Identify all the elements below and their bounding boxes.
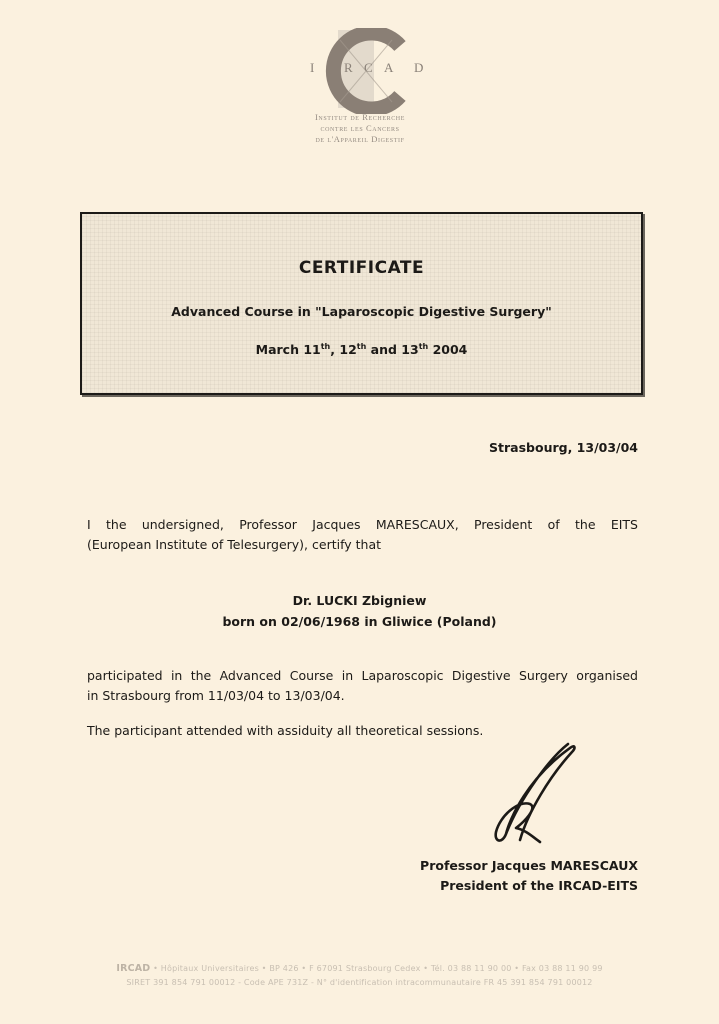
ircad-logo	[300, 28, 430, 114]
logo-letter-d: D	[414, 60, 424, 75]
footer-line-2: SIRET 391 854 791 00012 - Code APE 731Z - N° d'identification intracommunautaire FR 45 391 854 791 00012	[126, 978, 593, 987]
institute-line-1: Institut de Recherche	[314, 112, 405, 122]
dates-prefix: March 11	[255, 342, 321, 357]
footer	[0, 962, 719, 990]
participation-line-2: in Strasbourg from 11/03/04 to 13/03/04.	[87, 688, 345, 703]
date-1-suffix: th	[320, 341, 331, 351]
certificate-title: CERTIFICATE	[298, 258, 425, 278]
logo-letter-r: R	[344, 60, 353, 75]
institute-line-3: de l'Appareil Digestif	[315, 134, 405, 144]
date-2-suffix: th	[356, 341, 367, 351]
intro-line-1: I the undersigned, Professor Jacques MARESCAUX, President of the EITS	[87, 517, 638, 532]
dates-mid-1: , 12	[330, 342, 357, 357]
signer-name: Professor Jacques MARESCAUX	[420, 858, 638, 873]
handwritten-signature	[480, 738, 580, 848]
footer-address: • Hôpitaux Universitaires • BP 426 • F 67091 Strasbourg Cedex • Tél. 03 88 11 90 00 • Fax 03 88 11 90 99	[150, 964, 603, 973]
logo-letter-a: A	[384, 60, 394, 75]
certificate-title-box	[80, 212, 643, 395]
dates-year: 2004	[428, 342, 468, 357]
place-and-date: Strasbourg, 13/03/04	[489, 440, 638, 455]
intro-line-2: (European Institute of Telesurgery), certify that	[87, 537, 382, 552]
participation-paragraph	[87, 666, 638, 706]
recipient-birth: born on 02/06/1968 in Gliwice (Poland)	[222, 614, 497, 629]
date-3-suffix: th	[418, 341, 429, 351]
institute-name	[270, 112, 450, 145]
institute-line-2: contre les Cancers	[320, 123, 400, 133]
course-name: Advanced Course in "Laparoscopic Digestive Surgery"	[171, 304, 552, 319]
recipient-block	[0, 590, 719, 632]
recipient-name: Dr. LUCKI Zbigniew	[292, 593, 427, 608]
participation-line-1: participated in the Advanced Course in Laparoscopic Digestive Surgery organised	[87, 668, 638, 683]
logo-letter-i: I	[310, 60, 315, 75]
course-dates	[82, 342, 641, 357]
logo-letter-c: C	[364, 60, 373, 75]
attendance-statement: The participant attended with assiduity all theoretical sessions.	[87, 723, 484, 738]
signer-block	[420, 856, 638, 896]
footer-line-1	[0, 962, 719, 976]
intro-paragraph	[87, 515, 638, 555]
dates-mid-2: and 13	[366, 342, 419, 357]
footer-ircad: IRCAD	[116, 963, 151, 974]
signer-role: President of the IRCAD-EITS	[440, 878, 638, 893]
